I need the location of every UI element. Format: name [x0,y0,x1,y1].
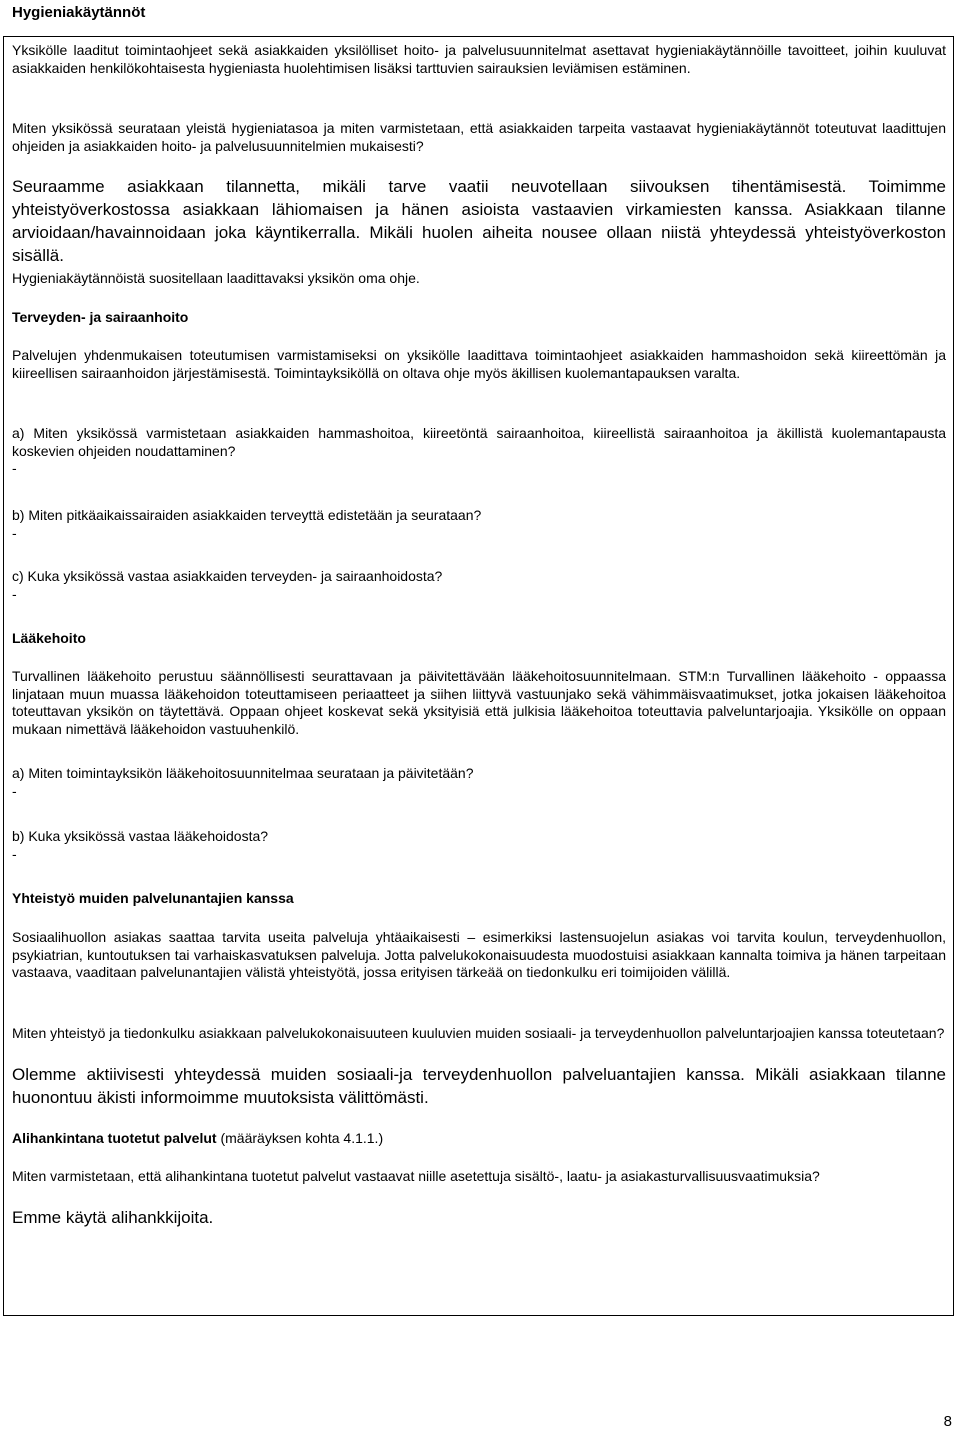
subcontracting-heading-ref: (määräyksen kohta 4.1.1.) [216,1130,384,1146]
hygiene-answer-block [12,175,946,267]
health-heading: Terveyden- ja sairaanhoito [12,309,189,325]
hygiene-intro: Yksikölle laaditut toimintaohjeet sekä asiakkaiden yksilölliset hoito- ja palvelusuunnitelmat asettavat hygieniakäytännöille tavoitteet, joihin kuuluvat asiakkaiden henkilökohtaisesta hygieniasta huolehtimisen lisäksi tarttuvien sairauksien leviämisen estäminen. [12,42,946,76]
hygiene-note: Hygieniakäytännöistä suositellaan laadittavaksi yksikön oma ohje. [12,270,420,286]
health-question-c: c) Kuka yksikössä vastaa asiakkaiden terveyden- ja sairaanhoidosta? [12,568,443,584]
medication-q-a-block [12,765,946,800]
medication-intro-block [12,668,946,738]
subcontracting-question: Miten varmistetaan, että alihankintana tuotetut palvelut vastaavat niille asetettuja sisältö-, laatu- ja asiakasturvallisuusvaatimuksia? [12,1168,820,1184]
medication-heading: Lääkehoito [12,630,86,646]
cooperation-answer-block [12,1063,946,1109]
page-title: Hygieniakäytännöt [12,4,146,21]
hygiene-answer: Seuraamme asiakkaan tilannetta, mikäli tarve vaatii neuvotellaan siivouksen tihentämisestä. Toimimme yhteistyöverkostossa asiakkaan lähiomaisen ja hänen asioista vastaavien virkamiesten kanssa. Asiakkaan tilanne arvioidaan/havainnoidaan joka käyntikerralla. Mikäli huolen aiheita nousee ollaan niistä yhteydessä yhteistyöverkoston sisällä. [12,177,946,265]
health-question-a: a) Miten yksikössä varmistetaan asiakkaiden hammashoitoa, kiireetöntä sairaanhoitoa, kiireellistä sairaanhoitoa ja äkillistä kuolemantapausta koskevien ohjeiden noudattaminen? [12,425,946,459]
health-answer-b: - [12,524,17,541]
medication-intro: Turvallinen lääkehoito perustuu säännöllisesti seurattavaan ja päivitettävään lääkehoitosuunnitelmaan. STM:n Turvallinen lääkehoito - oppaassa linjataan muun muassa lääkehoidon toteuttamiseen periaatteet ja siihen liittyvä vastuunjako sekä vähimmäisvaatimukset, jotka jokaisen lääkehoitoa toteuttavan yksikön on täytettävä. Oppaan ohjeet koskevat sekä yksityisiä että julkisia lääkehoitoa toteuttavia palveluntarjoajia. Yksikölle on oppaan mukaan nimettävä lääkehoidon vastuuhenkilö. [12,668,946,737]
subcontracting-heading-block [12,1130,946,1148]
cooperation-question: Miten yhteistyö ja tiedonkulku asiakkaan palvelukokonaisuuteen kuuluvien muiden sosiaali- ja terveydenhuollon palveluntarjoajien kanssa toteutetaan? [12,1025,945,1041]
health-question-b: b) Miten pitkäaikaissairaiden asiakkaiden terveyttä edistetään ja seurataan? [12,507,482,523]
health-q-c-block [12,568,946,603]
medication-answer-a: - [12,782,17,799]
cooperation-intro: Sosiaalihuollon asiakas saattaa tarvita useita palveluja yhtäaikaisesti – esimerkiksi lastensuojelun asiakas voi tarvita koulun, terveydenhuollon, psykiatrian, kuntoutuksen tai varhaiskasvatuksen palveluja. Jotta palvelukokonaisuudesta muodostuisi asiakkaan kannalta toimiva ja hänen tarpeitaan vastaava, vaaditaan palvelunantajien välistä yhteistyötä, jossa erityisen tärkeää on tiedonkulku eri toimijoiden välillä. [12,929,946,980]
hygiene-question: Miten yksikössä seurataan yleistä hygieniatasoa ja miten varmistetaan, että asiakkaiden tarpeita vastaavat hygieniakäytännöt toteutuvat laadittujen ohjeiden ja asiakkaiden hoito- ja palvelusuunnitelmien mukaisesti? [12,120,946,154]
subcontracting-answer-block [12,1206,946,1229]
medication-question-b: b) Kuka yksikössä vastaa lääkehoidosta? [12,828,269,844]
medication-q-b-block [12,828,946,863]
medication-heading-block [12,630,946,648]
page-number: 8 [943,1413,952,1430]
health-intro-block [12,347,946,382]
cooperation-question-block [12,1025,946,1043]
health-q-b-block [12,507,946,542]
cooperation-heading: Yhteistyö muiden palvelunantajien kanssa [12,890,294,906]
medication-question-a: a) Miten toimintayksikön lääkehoitosuunnitelmaa seurataan ja päivitetään? [12,765,474,781]
subcontracting-heading [12,1130,946,1148]
cooperation-intro-block [12,929,946,982]
health-q-a-block [12,425,946,478]
subcontracting-question-block [12,1168,946,1186]
cooperation-answer: Olemme aktiivisesti yhteydessä muiden sosiaali-ja terveydenhuollon palveluantajien kanssa. Mikäli asiakkaan tilanne huonontuu äkisti informoimme muutoksista välittömästi. [12,1065,946,1107]
health-heading-block [12,309,946,327]
health-answer-c: - [12,585,17,602]
hygiene-note-block [12,270,946,288]
subcontracting-answer: Emme käytä alihankkijoita. [12,1208,214,1227]
medication-answer-b: - [12,845,17,862]
health-intro: Palvelujen yhdenmukaisen toteutumisen varmistamiseksi on yksikölle laadittava toimintaohjeet asiakkaiden hammashoidon sekä kiireettömän ja kiireellisen sairaanhoidon järjestämisestä. Toimintayksiköllä on oltava ohje myös äkillisen kuolemantapauksen varalta. [12,347,946,381]
health-answer-a: - [12,460,17,476]
subcontracting-heading-bold: Alihankintana tuotetut palvelut [12,1130,217,1146]
hygiene-section [12,42,946,77]
hygiene-question-block [12,120,946,155]
cooperation-heading-block [12,890,946,908]
